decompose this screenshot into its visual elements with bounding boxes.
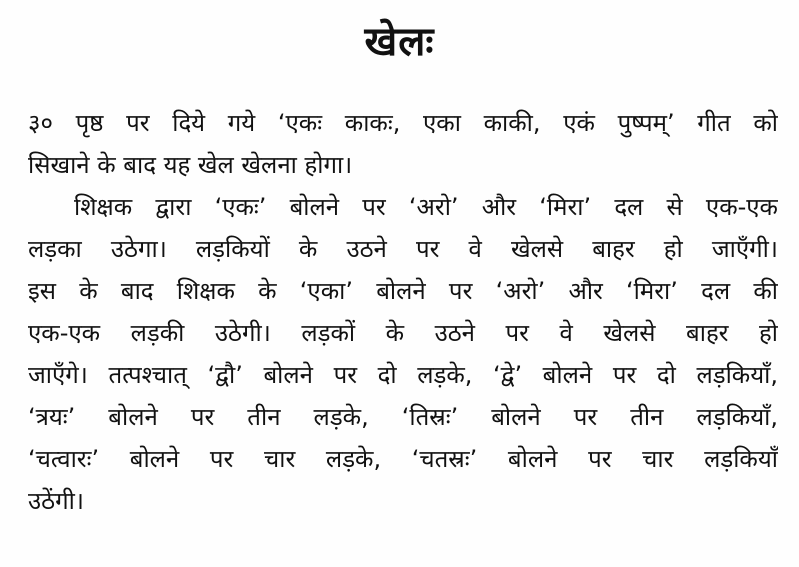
text-line-6: एक-एक लड़की उठेगी। लड़कों के उठने पर वे खेलसे बाहर हो [28,319,778,347]
text-line-8: ‘त्रयः’ बोलने पर तीन लड़के, ‘तिस्रः’ बोलने पर तीन लड़कियाँ, [28,403,778,431]
text-line-3: शिक्षक द्वारा ‘एकः’ बोलने पर ‘अरो’ और ‘मिरा’ दल से एक-एक [74,193,778,221]
text-line-1: ३० पृष्ठ पर दिये गये ‘एकः काकः, एका काकी, एकं पुष्पम्’ गीत को [28,109,778,137]
text-line-9: ‘चत्वारः’ बोलने पर चार लड़के, ‘चतस्रः’ बोलने पर चार लड़कियाँ [28,445,778,473]
page-title: खेलः [364,19,435,65]
body-text [28,102,778,522]
text-line-5: इस के बाद शिक्षक के ‘एका’ बोलने पर ‘अरो’ और ‘मिरा’ दल की [28,277,778,305]
text-line-2: सिखाने के बाद यह खेल खेलना होगा। [28,151,353,179]
text-line-7: जाएँगे। तत्पश्चात् ‘द्वौ’ बोलने पर दो लड़के, ‘द्वे’ बोलने पर दो लड़कियाँ, [28,361,778,389]
text-line-4: लड़का उठेगा। लड़कियों के उठने पर वे खेलसे बाहर हो जाएँगी। [28,235,778,263]
text-line-10: उठेंगी। [28,487,84,515]
